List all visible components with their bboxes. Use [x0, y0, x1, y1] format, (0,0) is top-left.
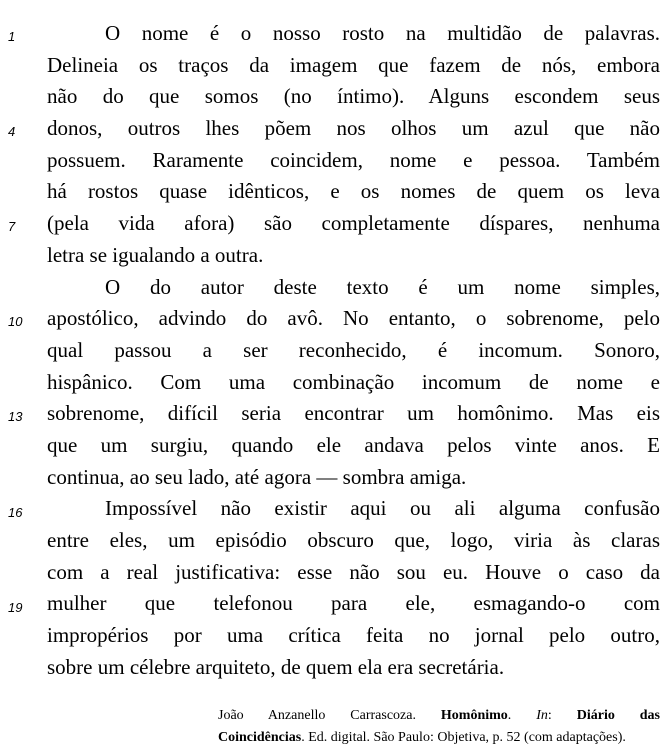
text-line: Delineia os traços da imagem que fazem de nós, embora [47, 52, 660, 77]
text-line: mulher que telefonou para ele, esmagando-o com [47, 591, 660, 616]
citation-book-title-end: Coincidências [218, 729, 302, 745]
text-line: possuem. Raramente coincidem, nome e pessoa. Também [47, 147, 660, 172]
passage-text [47, 18, 660, 683]
text-line: sobre um célebre arquiteto, de quem ela era secretária. [47, 654, 505, 679]
citation-work-title: Homônimo [440, 708, 508, 723]
citation-in-label: In [536, 708, 548, 723]
line-number-7: 7 [8, 219, 16, 235]
text-line: há rostos quase idênticos, e os nomes de quem os leva [47, 179, 660, 204]
citation-publication-info: . Ed. digital. São Paulo: Objetiva, p. 52 (com adaptações). [301, 729, 626, 745]
citation-line-2 [218, 727, 660, 749]
text-line: hispânico. Com uma combinação incomum de nome e [47, 369, 660, 394]
line-number-19: 19 [8, 599, 23, 615]
text-line: apostólico, advindo do avô. No entanto, o sobrenome, pelo [47, 306, 660, 331]
line-number-13: 13 [8, 409, 23, 425]
citation-colon: : [547, 708, 577, 723]
text-line: O nome é o nosso rosto na multidão de palavras. [105, 21, 660, 45]
text-line: entre eles, um episódio obscuro que, logo, viria às claras [47, 528, 660, 552]
citation-line-1 [218, 705, 660, 727]
line-number-1: 1 [8, 29, 16, 44]
line-number-16: 16 [8, 504, 23, 520]
text-line: impropérios por uma crítica feita no jornal pelo outro, [47, 623, 660, 648]
text-line: qual passou a ser reconhecido, é incomum. Sonoro, [47, 337, 660, 362]
text-line: com a real justificativa: esse não sou eu. Houve o caso da [47, 559, 660, 584]
text-line: letra se igualando a outra. [47, 242, 264, 267]
line-number-4: 4 [8, 124, 16, 140]
text-line: sobrenome, difícil seria encontrar um homônimo. Mas eis [47, 401, 660, 426]
text-line: donos, outros lhes põem nos olhos um azul que não [47, 116, 660, 141]
text-line: não do que somos (no íntimo). Alguns escondem seus [47, 84, 660, 109]
citation [218, 705, 660, 748]
text-line: Impossível não existir aqui ou ali alguma confusão [105, 496, 660, 521]
citation-separator: . [507, 708, 537, 723]
citation-book-title-start: Diário das [576, 708, 661, 723]
citation-author: João Anzanello Carrascoza. [218, 708, 441, 723]
text-line: O do autor deste texto é um nome simples, [105, 274, 660, 299]
text-line: (pela vida afora) são completamente díspares, nenhuma [47, 211, 660, 236]
text-line: que um surgiu, quando ele andava pelos vinte anos. E [47, 432, 660, 457]
line-number-10: 10 [8, 314, 23, 330]
text-line: continua, ao seu lado, até agora — sombra amiga. [47, 464, 467, 489]
